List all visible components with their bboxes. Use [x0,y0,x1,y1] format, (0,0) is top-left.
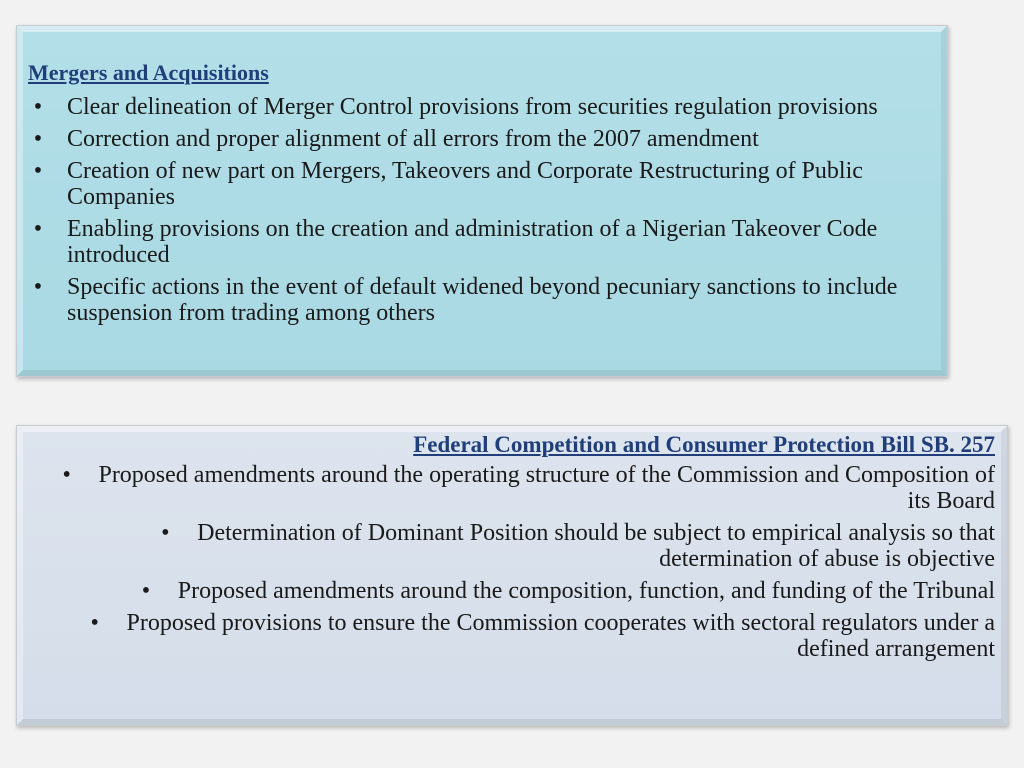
mergers-acquisitions-title: Mergers and Acquisitions [28,60,269,85]
list-item [28,274,927,326]
bullet-icon: • [33,216,43,242]
list-item-text: Creation of new part on Mergers, Takeovers and Corporate Restructuring of Public Companies [67,158,863,210]
list-item [28,158,927,210]
list-item-text: Proposed amendments around the operating structure of the Commission and Composition of its Board [98,462,995,514]
bullet-icon: • [33,94,43,120]
list-item [37,520,995,572]
list-item [28,216,927,268]
mergers-acquisitions-panel [16,25,948,377]
bullet-icon: • [33,158,43,184]
list-item-text: Determination of Dominant Position should be subject to empirical analysis so that determination of abuse is objective [197,520,995,572]
bullet-icon: • [33,274,43,300]
list-item [37,610,995,662]
list-item-text: Correction and proper alignment of all errors from the 2007 amendment [67,126,759,152]
list-item-text: Proposed amendments around the composition, function, and funding of the Tribunal [177,578,995,604]
competition-bill-title: Federal Competition and Consumer Protection Bill SB. 257 [413,432,995,457]
list-item [28,94,927,120]
list-item [28,126,927,152]
bullet-icon: • [90,610,99,636]
mergers-acquisitions-list [28,94,927,326]
list-item-text: Specific actions in the event of default widened beyond pecuniary sanctions to include suspension from trading among others [67,274,898,326]
list-item-text: Enabling provisions on the creation and administration of a Nigerian Takeover Code introduced [67,216,878,268]
list-item [37,578,995,604]
bullet-icon: • [141,578,151,604]
list-item-text: Clear delineation of Merger Control provisions from securities regulation provisions [67,94,878,120]
bullet-icon: • [161,520,170,546]
competition-bill-list [37,462,995,662]
bullet-icon: • [33,126,43,152]
list-item [37,462,995,514]
bullet-icon: • [62,462,71,488]
list-item-text: Proposed provisions to ensure the Commission cooperates with sectoral regulators under a defined arrangement [126,610,995,662]
competition-bill-panel [16,425,1008,726]
